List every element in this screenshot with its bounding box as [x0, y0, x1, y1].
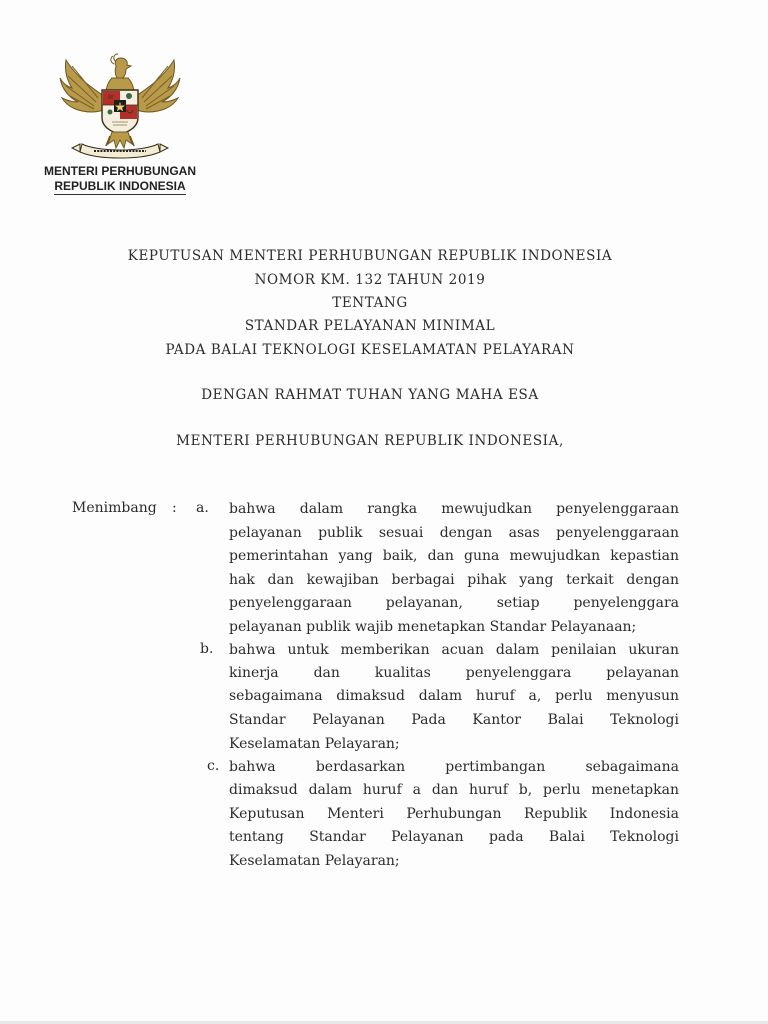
decree-subject-line2: PADA BALAI TEKNOLOGI KESELAMATAN PELAYARAN: [165, 342, 575, 358]
ministry-name: [0, 164, 240, 195]
item-b-line: kinerja dan kualitas penyelenggara pelayanan: [229, 665, 679, 681]
considering-label: Menimbang: [72, 500, 157, 516]
decree-subject-line1: STANDAR PELAYANAN MINIMAL: [244, 318, 496, 334]
item-a-line: pelayanan publik wajib menetapkan Standar Pelayanaan;: [229, 619, 637, 635]
item-a-line: hak dan kewajiban berbagai pihak yang terkait dengan: [229, 572, 679, 588]
item-c-line: dimaksud dalam huruf a dan huruf b, perlu menetapkan: [229, 782, 679, 798]
item-c-line: bahwa berdasarkan pertimbangan sebagaimana: [229, 759, 679, 775]
item-c-line: Keselamatan Pelayaran;: [229, 853, 400, 869]
item-c-line: Keputusan Menteri Perhubungan Republik Indonesia: [229, 806, 679, 822]
item-b-line: Standar Pelayanan Pada Kantor Balai Teknologi: [229, 712, 679, 728]
considering-colon: :: [172, 500, 177, 516]
invocation: DENGAN RAHMAT TUHAN YANG MAHA ESA: [201, 387, 539, 403]
ministry-name-line1: MENTERI PERHUBUNGAN: [43, 164, 196, 178]
decree-number: NOMOR KM. 132 TAHUN 2019: [254, 272, 486, 288]
item-letter-b: b.: [200, 641, 214, 657]
item-a-line: bahwa dalam rangka mewujudkan penyelenggaraan: [229, 501, 679, 517]
item-a-line: pelayanan publik sesuai dengan asas penyelenggaraan: [229, 525, 679, 541]
item-a-line: penyelenggaraan pelayanan, setiap penyelenggara: [229, 595, 679, 611]
item-c-line: tentang Standar Pelayanan pada Balai Teknologi: [229, 829, 679, 845]
item-a-line: pemerintahan yang baik, dan guna mewujudkan kepastian: [229, 548, 679, 564]
item-b-line: Keselamatan Pelayaran;: [229, 736, 400, 752]
item-letter-a: a.: [196, 500, 209, 516]
garuda-emblem-icon: [58, 52, 182, 162]
item-b-line: sebagaimana dimaksud dalam huruf a, perlu menyusun: [229, 688, 679, 704]
decree-title: KEPUTUSAN MENTERI PERHUBUNGAN REPUBLIK INDONESIA: [127, 248, 613, 264]
item-letter-c: c.: [207, 758, 220, 774]
item-b-line: bahwa untuk memberikan acuan dalam penilaian ukuran: [229, 642, 679, 658]
ministry-name-line2: REPUBLIK INDONESIA: [54, 179, 186, 193]
issuer: MENTERI PERHUBUNGAN REPUBLIK INDONESIA,: [176, 433, 564, 449]
decree-about: TENTANG: [332, 295, 408, 311]
